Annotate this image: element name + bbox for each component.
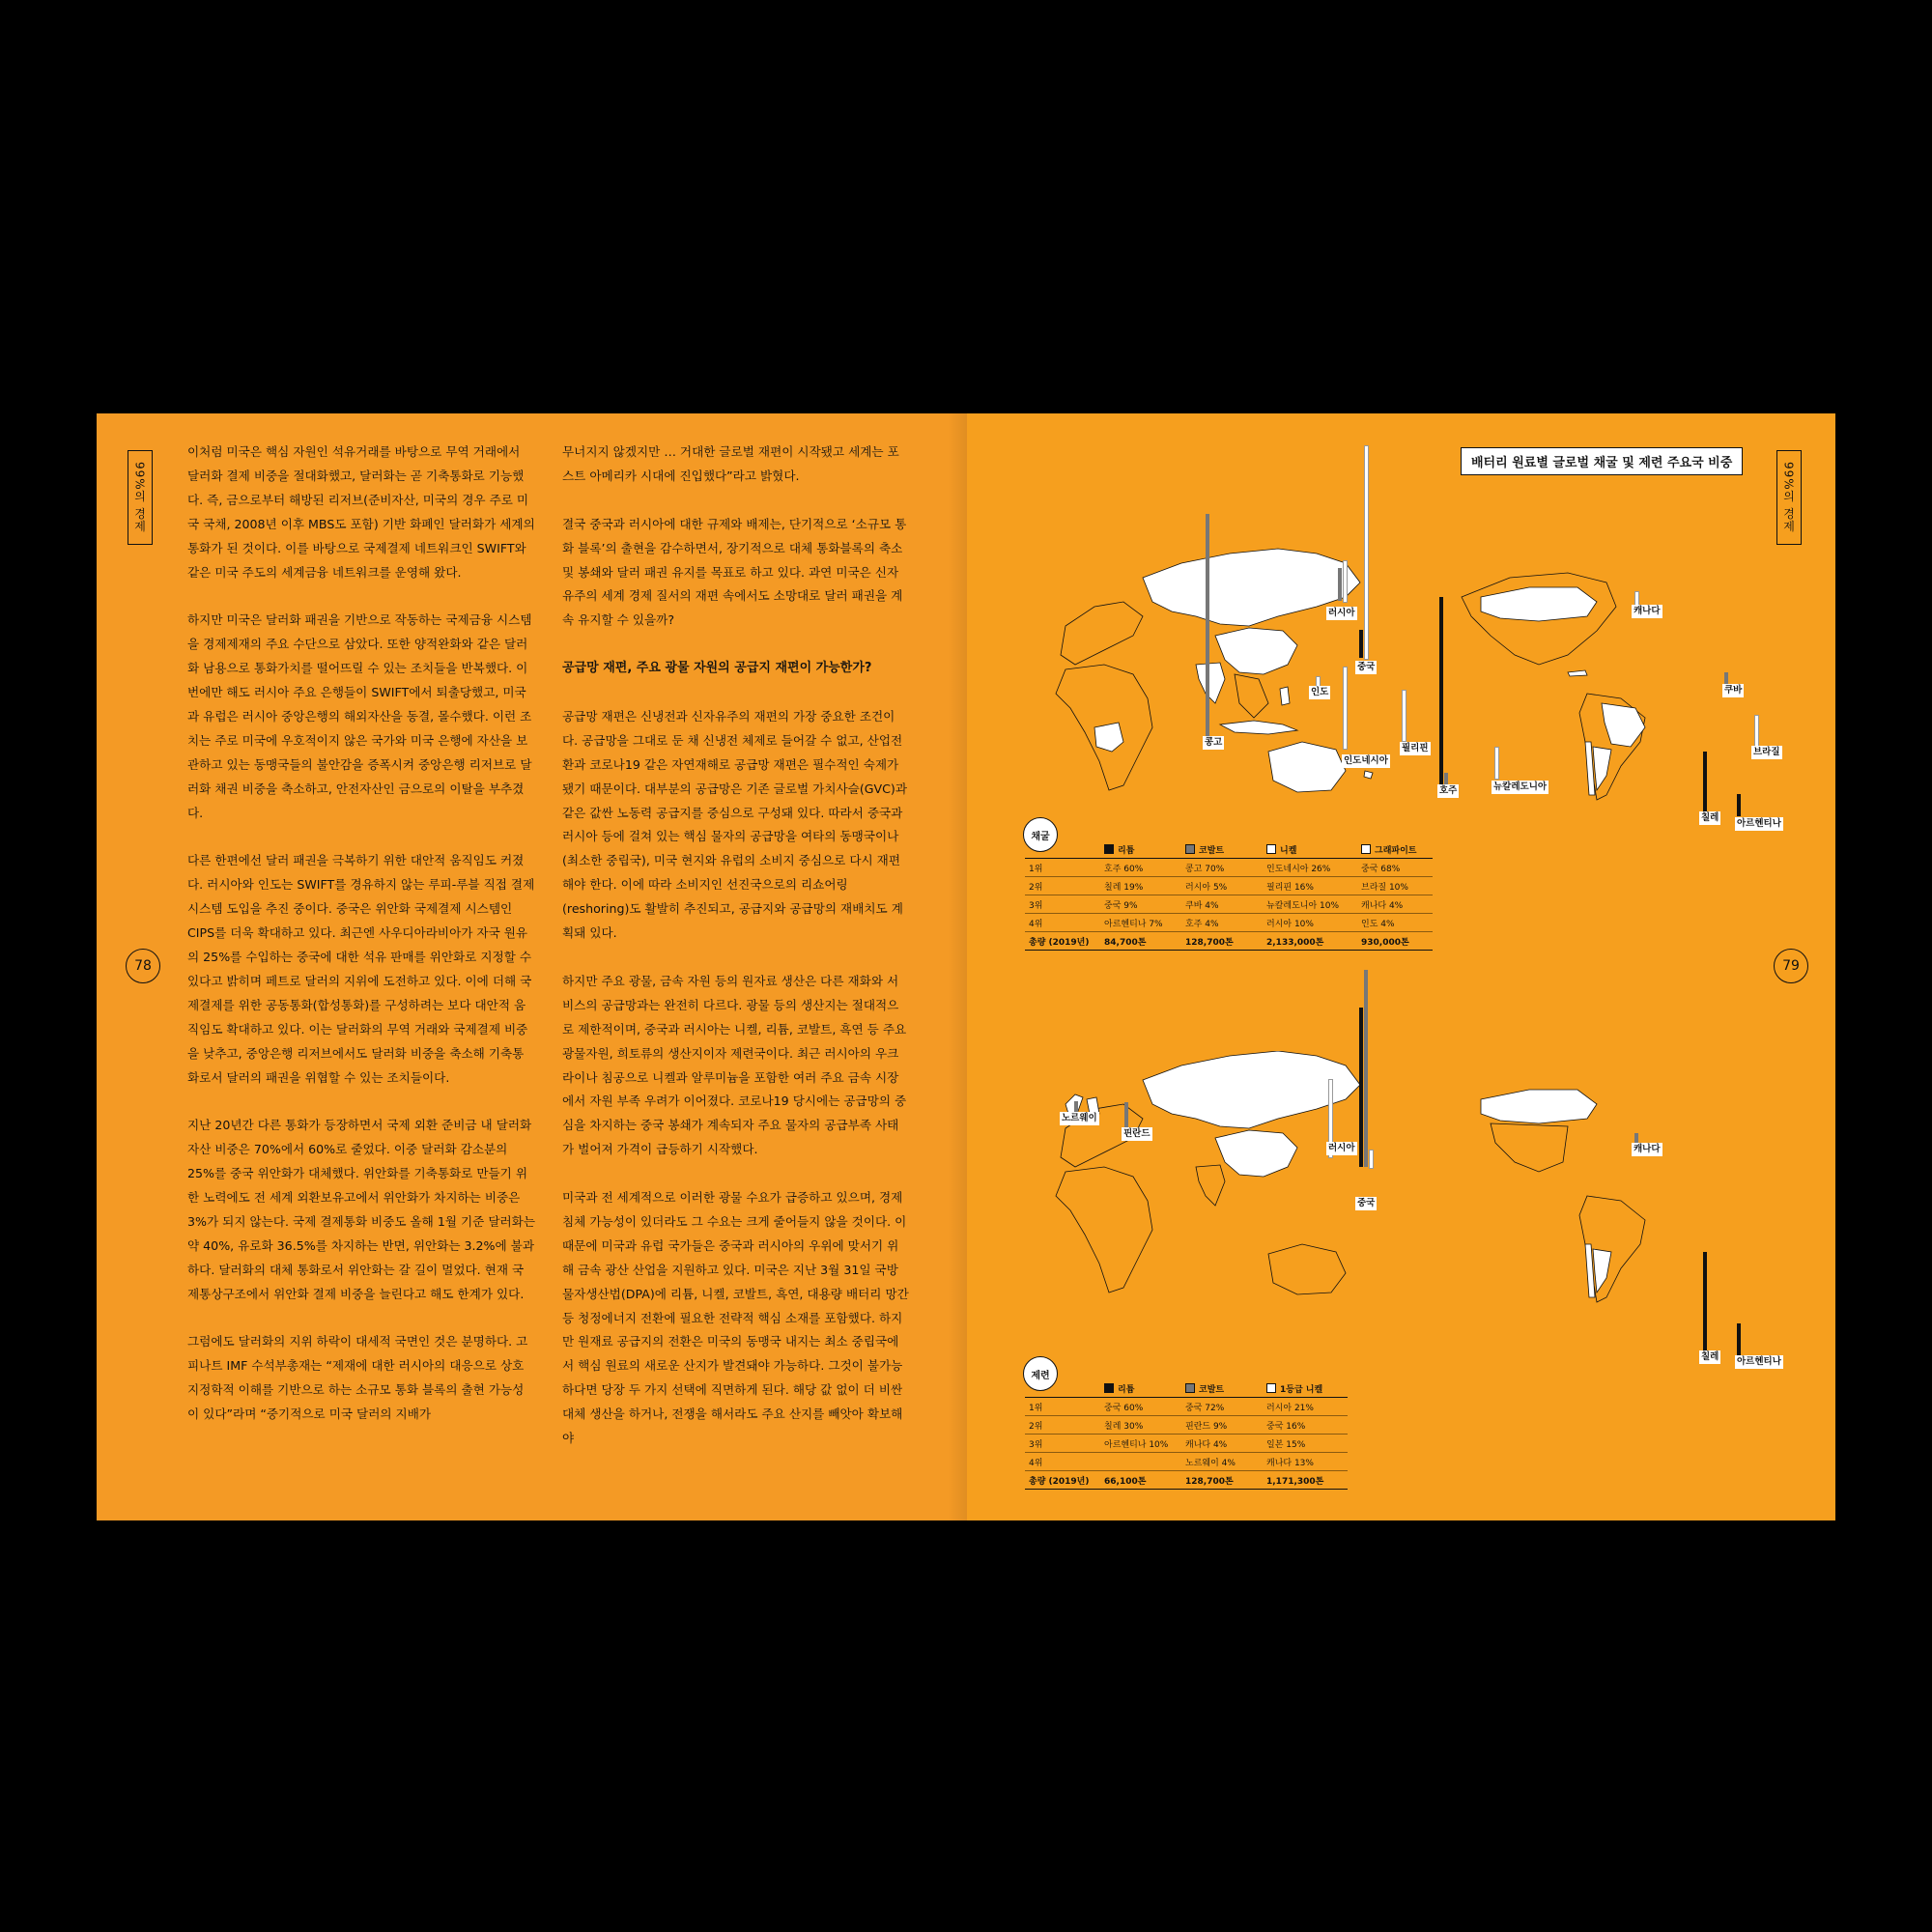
label-new-caledonia: 뉴칼레도니아 xyxy=(1493,781,1548,792)
page-number-left xyxy=(126,949,160,983)
world-map-mining xyxy=(1027,510,1771,810)
page-number-text: 78 xyxy=(134,958,152,974)
table-row xyxy=(1025,859,1433,877)
rank-cell: 3위 xyxy=(1025,1435,1100,1453)
table-cell: 중국 60% xyxy=(1100,1398,1181,1416)
paragraph: 지난 20년간 다른 통화가 등장하면서 국제 외환 준비금 내 달러화 자산 비중은 70%에서 60%로 줄었다. 이중 달러화 감소분의 25%를 중국 위안화가 대체했다. 위안화를 기축통화로 만들기 위한 노력에도 전 세계 외환보유고에서 위안화가 차지하는 비중은 3%가 되지 않는다. 국제 결제통화 비중도 올해 1월 기준 달러화는 약 40%, 유로화 36.5%를 차지하는 반면, 위안화는 3.2%에 불과하다. 달러화의 대체 통화로서 위안화는 갈 길이 멀었다. 현재 국제통상구조에서 위안화 결제 비중을 늘린다고 해도 한계가 있다. xyxy=(187,1118,535,1301)
refining-badge: 제련 xyxy=(1023,1356,1058,1391)
text-column-1 xyxy=(187,440,535,1451)
philippines-shape xyxy=(1280,687,1290,705)
rank-cell: 1위 xyxy=(1025,1398,1100,1416)
world-map-refining xyxy=(1027,1051,1771,1341)
running-head-right xyxy=(1776,450,1802,545)
paragraph: 하지만 미국은 달러화 패권을 기반으로 작동하는 국제금융 시스템을 경제제재의 주요 수단으로 삼았다. 또한 양적완화와 같은 달러화 남용으로 통화가치를 떨어뜨릴 수 있는 조치들을 반복했다. 이번에만 해도 러시아 주요 은행들이 SWIFT에서 퇴출당했고, 미국과 유럽은 러시아 중앙은행의 해외자산을 동결, 몰수했다. 이런 조치는 주로 미국에 우호적이지 않은 국가와 미국 은행에 자산을 보관하고 있는 동맹국들의 불안감을 증폭시켜 중앙은행 리저브로 달러화 채권 비중을 축소하고, 안전자산인 금으로의 이탈을 부추겼다. xyxy=(187,612,532,820)
table-cell: 쿠바 4% xyxy=(1181,895,1263,914)
table-cell: 중국 68% xyxy=(1357,859,1433,877)
table-cell: 뉴칼레도니아 10% xyxy=(1263,895,1357,914)
canada-shape xyxy=(1481,587,1597,621)
magazine-spread xyxy=(97,413,1835,1520)
table-cell: 캐나다 13% xyxy=(1263,1453,1348,1471)
bar-philippines-nickel xyxy=(1402,690,1406,742)
table-cell xyxy=(1100,1453,1181,1471)
nickel-swatch-icon xyxy=(1266,1383,1276,1393)
africa-outline xyxy=(1056,1167,1152,1293)
table-cell: 러시아 10% xyxy=(1263,914,1357,932)
section-heading: 공급망 재편, 주요 광물 자원의 공급지 재편이 가능한가? xyxy=(562,661,872,676)
canada-shape xyxy=(1481,1090,1597,1123)
table-cell: 러시아 21% xyxy=(1263,1398,1348,1416)
paragraph: 미국과 전 세계적으로 이러한 광물 수요가 급증하고 있으며, 경제 침체 가능성이 있더라도 그 수요는 크게 줄어들지 않을 것이다. 이 때문에 미국과 유럽 국가들은 중국과 러시아의 우위에 맞서기 위해 금속 광산 산업을 지원하고 있다. 미국은 지난 3월 31일 국방물자생산법(DPA)에 리튬, 니켈, 코발트, 흑연, 대용량 배터리 망간 등 청정에너지 전환에 필요한 전략적 핵심 소재를 포함했다. 하지만 원재료 공급지의 전환은 미국의 동맹국 내지는 최소 중립국에서 핵심 원료의 새로운 산지가 발견돼야 가능하다. 그것이 불가능하다면 당장 두 가지 선택에 직면하게 된다. 해당 값 없이 더 비싼 대체 생산을 하거나, 전쟁을 해서라도 주요 산지를 빼앗아 확보해야 xyxy=(562,1190,909,1446)
refining-table xyxy=(1025,1379,1348,1490)
label-russia: 러시아 xyxy=(1328,1143,1355,1153)
paragraph: 다른 한편에선 달러 패권을 극복하기 위한 대안적 움직임도 커졌다. 러시아와 인도는 SWIFT를 경유하지 않는 루피-루블 직접 결제 시스템 도입을 추진 중이다. 중국은 위안화 국제결제 시스템인 CIPS를 더욱 확대하고 있다. 최근엔 사우디아라비아가 자국 원유의 25%를 수입하는 중국에 대한 석유 판매를 위안화로 지정할 수 있다고 밝히며 페트로 달러의 지위에 도전하고 있다. 이에 더해 국제결제를 위한 공동통화(합성통화)를 구성하려는 보다 대안적 움직임도 확대하고 있다. 이는 달러화의 무역 거래와 국제결제 비중을 낮추고, 중앙은행 리저브에서도 달러화 비중을 축소해 기축통화로서 달러의 패권을 위협할 수 있는 조치들이다. xyxy=(187,853,535,1085)
table-cell: 콩고 70% xyxy=(1181,859,1263,877)
table-cell: 일본 15% xyxy=(1263,1435,1348,1453)
bar-indonesia-nickel xyxy=(1343,667,1348,750)
bar-chile-lithium xyxy=(1703,1252,1707,1352)
australia-shape xyxy=(1268,742,1346,792)
label-norway: 노르웨이 xyxy=(1062,1113,1097,1123)
running-head-text: 99%의 경제 xyxy=(132,462,147,533)
table-cell: 128,700톤 xyxy=(1181,1471,1263,1490)
table-cell: 66,100톤 xyxy=(1100,1471,1181,1490)
lithium-swatch-icon xyxy=(1104,844,1114,854)
table-total-row xyxy=(1025,1471,1348,1490)
table-cell: 중국 16% xyxy=(1263,1416,1348,1435)
table-cell: 84,700톤 xyxy=(1100,932,1181,951)
rank-cell: 2위 xyxy=(1025,1416,1100,1435)
label-canada: 캐나다 xyxy=(1634,1144,1661,1154)
label-indonesia: 인도네시아 xyxy=(1344,755,1388,766)
label-china: 중국 xyxy=(1357,662,1376,672)
paragraph: 결국 중국과 러시아에 대한 규제와 배제는, 단기적으로 ‘소규모 통화 블록’의 출현을 감수하면서, 장기적으로 대체 통화블록의 축소 및 봉쇄와 달러 패권 유지를 목표로 하고 있다. 과연 미국은 신자유주의 세계 경제 질서의 재편 속에서도 소망대로 달러 패권을 계속 유지할 수 있을까? xyxy=(562,516,907,628)
table-cell: 칠레 19% xyxy=(1100,877,1181,895)
congo-shape xyxy=(1094,723,1123,752)
table-cell: 캐나다 4% xyxy=(1181,1435,1263,1453)
bar-argentina-lithium xyxy=(1737,794,1741,816)
paragraph: 이처럼 미국은 핵심 자원인 석유거래를 바탕으로 무역 거래에서 달러화 결제 비중을 절대화했고, 달러화는 곧 기축통화로 기능했다. 즉, 금으로부터 해방된 리저브(준비자산, 미국의 경우 주로 미국 국채, 2008년 이후 MBS도 포함) 기반 화폐인 달러화가 세계의 통화가 된 것이다. 이를 바탕으로 국제결제 네트워크인 SWIFT와 같은 미국 주도의 세계금융 네트워크를 운영해 왔다. xyxy=(187,444,535,580)
table-cell: 128,700톤 xyxy=(1181,932,1263,951)
table-row xyxy=(1025,1416,1348,1435)
table-row xyxy=(1025,1453,1348,1471)
figure-title: 배터리 원료별 글로벌 채굴 및 제련 주요국 비중 xyxy=(1461,447,1743,475)
bar-china-cobalt xyxy=(1364,970,1368,1167)
page-number-text: 79 xyxy=(1782,958,1800,974)
table-cell: 1,171,300톤 xyxy=(1263,1471,1348,1490)
table-cell: 호주 60% xyxy=(1100,859,1181,877)
paragraph: 무너지지 않겠지만 … 거대한 글로벌 재편이 시작됐고 세계는 포스트 아메리카 시대에 진입했다”라고 밝혔다. xyxy=(562,444,899,483)
australia-outline xyxy=(1268,1244,1346,1294)
table-row xyxy=(1025,1435,1348,1453)
table-cell: 930,000톤 xyxy=(1357,932,1433,951)
label-argentina: 아르헨티나 xyxy=(1737,1356,1781,1367)
label-chile: 칠레 xyxy=(1701,812,1719,823)
china-shape xyxy=(1215,628,1297,674)
bar-china-lithium xyxy=(1359,630,1363,658)
rank-cell: 3위 xyxy=(1025,895,1100,914)
cuba-shape xyxy=(1568,670,1587,676)
refining-table-header xyxy=(1025,1379,1348,1398)
table-cell: 러시아 5% xyxy=(1181,877,1263,895)
label-china: 중국 xyxy=(1357,1198,1376,1208)
argentina-shape xyxy=(1593,1249,1611,1293)
bar-china-nickel xyxy=(1369,1150,1374,1169)
bar-russia-cobalt xyxy=(1338,568,1342,601)
label-russia: 러시아 xyxy=(1328,608,1355,618)
indonesia-shape xyxy=(1220,721,1297,734)
label-congo: 콩고 xyxy=(1205,737,1223,748)
rank-cell: 2위 xyxy=(1025,877,1100,895)
table-cell: 노르웨이 4% xyxy=(1181,1453,1263,1471)
table-row xyxy=(1025,914,1433,932)
table-row xyxy=(1025,877,1433,895)
right-page xyxy=(967,413,1835,1520)
table-row xyxy=(1025,895,1433,914)
label-chile: 칠레 xyxy=(1701,1351,1719,1362)
graphite-swatch-icon xyxy=(1361,844,1371,854)
legend-cobalt: 코발트 xyxy=(1199,845,1225,856)
legend-lithium: 리튬 xyxy=(1118,1384,1135,1395)
new-caledonia-shape xyxy=(1364,771,1373,779)
label-canada: 캐나다 xyxy=(1634,606,1661,616)
bar-congo-cobalt xyxy=(1206,514,1209,739)
paragraph: 공급망 재편은 신냉전과 신자유주의 재편의 가장 중요한 조건이다. 공급망을 그대로 둔 채 신냉전 체제로 들어갈 수 없고, 산업전환과 코로나19 같은 자연재해로 공급망 재편은 필수적인 숙제가 됐기 때문이다. 대부분의 공급망은 기존 글로벌 가치사슬(GVC)과 같은 값싼 노동력 공급지를 중심으로 구성돼 있다. 따라서 중국과 러시아 등에 걸쳐 있는 핵심 물자의 공급망을 여타의 동맹국이나(최소한 중립국), 미국 현지와 유럽의 소비지 중심으로 다시 재편해야 한다. 이에 따라 소비지인 선진국으로의 리쇼어링(reshoring)도 활발히 추진되고, 공급지와 공급망의 재배치도 계획돼 있다. xyxy=(562,708,907,941)
rank-cell: 1위 xyxy=(1025,859,1100,877)
europe-outline xyxy=(1061,602,1143,665)
bar-newcaledonia-nickel xyxy=(1494,747,1499,780)
bar-russia-nickel xyxy=(1343,560,1348,603)
legend-graphite: 그래파이트 xyxy=(1375,845,1417,856)
total-label: 총량 (2019년) xyxy=(1025,1471,1100,1490)
bar-canada-graphite xyxy=(1634,591,1639,606)
label-australia: 호주 xyxy=(1439,785,1458,796)
table-cell: 칠레 30% xyxy=(1100,1416,1181,1435)
mining-table-header xyxy=(1025,840,1433,859)
table-cell: 아르헨티나 7% xyxy=(1100,914,1181,932)
table-cell: 필리핀 16% xyxy=(1263,877,1357,895)
legend-lithium: 리튬 xyxy=(1118,845,1135,856)
bar-brazil-graphite xyxy=(1754,715,1759,748)
brazil-shape xyxy=(1602,703,1645,747)
paragraph: 그럼에도 달러화의 지위 하락이 대세적 국면인 것은 분명하다. 고피나트 IMF 수석부총재는 “제재에 대한 러시아의 대응으로 상호 지정학적 이해를 기반으로 하는 소규모 통화 블록의 출현 가능성이 있다”라며 “중기적으로 미국 달러의 지배가 xyxy=(187,1334,528,1422)
cobalt-swatch-icon xyxy=(1185,1383,1195,1393)
bar-china-lithium xyxy=(1359,1008,1363,1167)
rank-cell: 4위 xyxy=(1025,1453,1100,1471)
argentina-shape xyxy=(1593,747,1611,790)
label-argentina: 아르헨티나 xyxy=(1737,818,1781,829)
table-row xyxy=(1025,1398,1348,1416)
label-finland: 핀란드 xyxy=(1123,1128,1151,1139)
mining-badge: 채굴 xyxy=(1023,817,1058,852)
bar-australia-lithium xyxy=(1439,597,1443,785)
mining-table xyxy=(1025,840,1433,951)
table-cell: 2,133,000톤 xyxy=(1263,932,1357,951)
table-cell: 브라질 10% xyxy=(1357,877,1433,895)
table-cell: 중국 9% xyxy=(1100,895,1181,914)
bar-chile-lithium xyxy=(1703,752,1707,811)
china-shape xyxy=(1215,1130,1297,1177)
label-cuba: 쿠바 xyxy=(1724,685,1743,696)
india-outline xyxy=(1196,1165,1225,1206)
se-asia-outline xyxy=(1235,674,1268,718)
label-india: 인도 xyxy=(1311,687,1329,697)
total-label: 총량 (2019년) xyxy=(1025,932,1100,951)
legend-nickel: 니켈 xyxy=(1280,845,1297,856)
table-cell: 캐나다 4% xyxy=(1357,895,1433,914)
nickel-swatch-icon xyxy=(1266,844,1276,854)
legend-class1-nickel: 1등급 니켈 xyxy=(1280,1384,1323,1395)
running-head-left xyxy=(128,450,153,545)
left-page xyxy=(97,413,967,1520)
rank-cell: 4위 xyxy=(1025,914,1100,932)
running-head-text: 99%의 경제 xyxy=(1781,462,1796,533)
table-cell: 인도네시아 26% xyxy=(1263,859,1357,877)
text-column-2 xyxy=(562,440,910,1475)
india-shape xyxy=(1196,663,1225,703)
paragraph: 하지만 주요 광물, 금속 자원 등의 원자료 생산은 다른 재화와 서비스의 공급망과는 완전히 다르다. 광물 등의 생산지는 절대적으로 제한적이며, 중국과 러시아는 니켈, 리튬, 코발트, 흑연 등 주요 광물자원, 희토류의 생산지이자 제련국이다. 최근 러시아의 우크라이나 침공으로 니켈과 알루미늄을 포함한 여러 주요 금속 시장에서 자원 부족 우려가 이어졌다. 코로나19 당시에는 공급망의 중심을 차지하는 중국 봉쇄가 계속되자 주요 물자의 공급부족 사태가 벌어져 가격이 급등하기 시작했다. xyxy=(562,973,907,1157)
table-cell: 핀란드 9% xyxy=(1181,1416,1263,1435)
bar-china-graphite xyxy=(1364,445,1369,660)
label-brazil: 브라질 xyxy=(1753,747,1780,757)
label-philippines: 필리핀 xyxy=(1402,743,1429,753)
legend-cobalt: 코발트 xyxy=(1199,1384,1225,1395)
usa-outline xyxy=(1491,1123,1568,1172)
table-cell: 아르헨티나 10% xyxy=(1100,1435,1181,1453)
bar-argentina-lithium xyxy=(1737,1323,1741,1356)
table-cell: 인도 4% xyxy=(1357,914,1433,932)
page-number-right xyxy=(1774,949,1808,983)
table-total-row xyxy=(1025,932,1433,951)
lithium-swatch-icon xyxy=(1104,1383,1114,1393)
table-cell: 중국 72% xyxy=(1181,1398,1263,1416)
cobalt-swatch-icon xyxy=(1185,844,1195,854)
table-cell: 호주 4% xyxy=(1181,914,1263,932)
